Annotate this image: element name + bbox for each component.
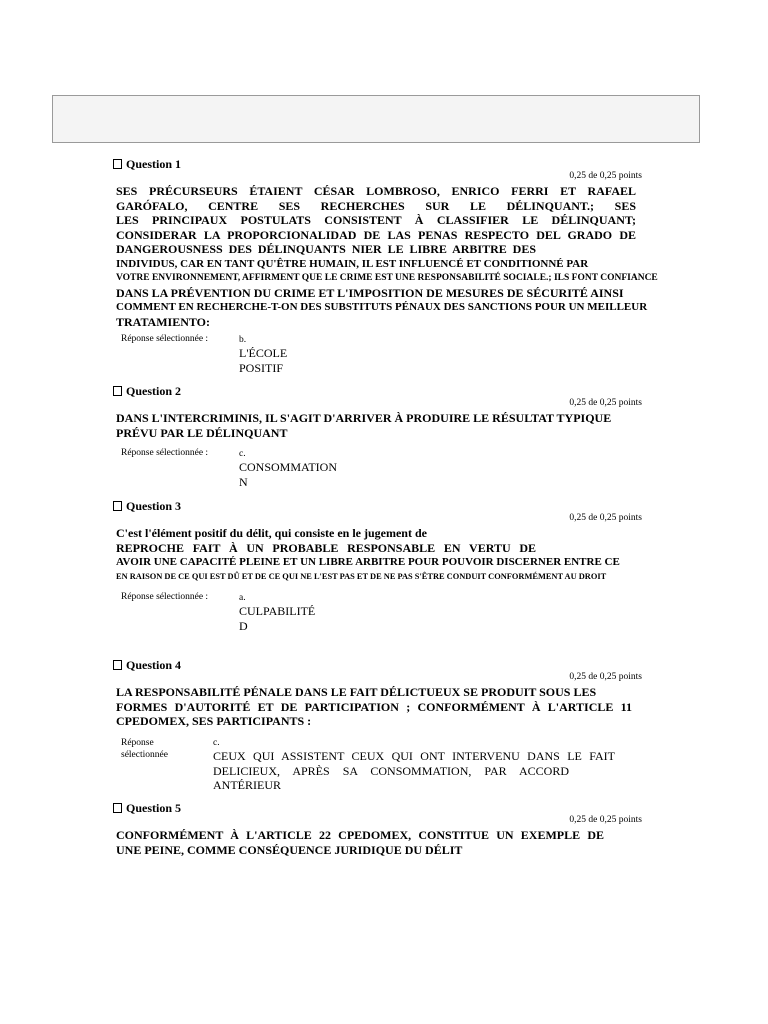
- question-text: [116, 828, 636, 857]
- points: 0,25 de 0,25 points: [569, 815, 642, 825]
- question-text-line: CONFORMÉMENT À L'ARTICLE 22 CPEDOMEX, CONSTITUE UN EXEMPLE DE: [116, 828, 604, 842]
- answer-label: Réponse sélectionnée :: [121, 448, 209, 458]
- question-text-line: C'est l'élément positif du délit, qui consiste en le jugement de: [116, 526, 427, 540]
- question-text: [116, 685, 636, 729]
- question-text: [116, 184, 658, 329]
- selected-answer: [239, 334, 287, 375]
- question-status-icon: [113, 159, 122, 169]
- points: 0,25 de 0,25 points: [569, 398, 642, 408]
- question-title: Question 1: [113, 157, 181, 172]
- answer-letter: c.: [213, 738, 220, 748]
- question-text-line: COMMENT EN RECHERCHE-T-ON DES SUBSTITUTS PÉNAUX DES SANCTIONS POUR UN MEILLEUR: [116, 301, 648, 313]
- answer-letter: c.: [239, 449, 246, 459]
- question-title: Question 3: [113, 499, 181, 514]
- question-text-line: EN RAISON DE CE QUI EST DÛ ET DE CE QUI NE L'EST PAS ET DE NE PAS S'ÊTRE CONDUIT CONFORMÉMENT AU DROIT: [116, 571, 607, 581]
- question-text-line: DANS L'INTERCRIMINIS, IL S'AGIT D'ARRIVER À PRODUIRE LE RÉSULTAT TYPIQUE: [116, 411, 612, 425]
- answer-label-line: sélectionnée: [121, 750, 168, 760]
- question-status-icon: [113, 501, 122, 511]
- question-title: Question 2: [113, 384, 181, 399]
- answer-line: DELICIEUX, APRÈS SA CONSOMMATION, PAR ACCORD: [213, 763, 569, 778]
- answer-line: N: [239, 474, 248, 489]
- points: 0,25 de 0,25 points: [569, 672, 642, 682]
- question-status-icon: [113, 386, 122, 396]
- question-text-line: CONSIDERAR LA PROPORCIONALIDAD DE LAS PENAS RESPECTO DEL GRADO DE: [116, 227, 636, 242]
- question-text: [116, 526, 636, 584]
- question-text-line: LA RESPONSABILITÉ PÉNALE DANS LE FAIT DÉLICTUEUX SE PRODUIT SOUS LES: [116, 685, 597, 699]
- answer-line: D: [239, 618, 248, 633]
- question-text-line: CPEDOMEX, SES PARTICIPANTS :: [116, 714, 312, 728]
- question-status-icon: [113, 803, 122, 813]
- question-text-line: DANGEROUSNESS DES DÉLINQUANTS NIER LE LIBRE ARBITRE DES: [116, 242, 536, 256]
- selected-answer: [213, 737, 615, 793]
- question-text-line: DANS LA PRÉVENTION DU CRIME ET L'IMPOSITION DE MESURES DE SÉCURITÉ AINSI: [116, 285, 624, 300]
- question-text-line: LES PRINCIPAUX POSTULATS CONSISTENT À CLASSIFIER LE DÉLINQUANT;: [116, 213, 636, 227]
- question-text-line: VOTRE ENVIRONNEMENT, AFFIRMENT QUE LE CRIME EST UNE RESPONSABILITÉ SOCIALE.; ILS FONT CONFIANCE: [116, 273, 658, 283]
- answer-label-line: Réponse: [121, 738, 154, 748]
- points: 0,25 de 0,25 points: [569, 513, 642, 523]
- question-text: [116, 411, 636, 440]
- answer-line: CEUX QUI ASSISTENT CEUX QUI ONT INTERVENU DANS LE FAIT: [213, 749, 615, 763]
- selected-answer: [239, 448, 337, 489]
- question-text-line: GARÓFALO, CENTRE SES RECHERCHES SUR LE DÉLINQUANT.; SES: [116, 198, 636, 213]
- answer-line: L'ÉCOLE: [239, 346, 288, 360]
- answer-line: CONSOMMATION: [239, 460, 338, 474]
- answer-letter: b.: [239, 335, 247, 345]
- question-text-line: REPROCHE FAIT À UN PROBABLE RESPONSABLE EN VERTU DE: [116, 540, 536, 555]
- question-text-line: PRÉVU PAR LE DÉLINQUANT: [116, 425, 288, 440]
- question-text-line: UNE PEINE, COMME CONSÉQUENCE JURIDIQUE DU DÉLIT: [116, 842, 463, 857]
- question-text-line: TRATAMIENTO:: [116, 314, 211, 329]
- answer-line: CULPABILITÉ: [239, 604, 316, 618]
- answer-label: [121, 737, 168, 761]
- answer-line: ANTÉRIEUR: [213, 778, 281, 792]
- points: 0,25 de 0,25 points: [569, 171, 642, 181]
- top-banner: [52, 95, 700, 143]
- question-text-line: AVOIR UNE CAPACITÉ PLEINE ET UN LIBRE ARBITRE POUR POUVOIR DISCERNER ENTRE CE: [116, 556, 620, 568]
- question-title: Question 5: [113, 801, 181, 816]
- question-text-line: SES PRÉCURSEURS ÉTAIENT CÉSAR LOMBROSO, ENRICO FERRI ET RAFAEL: [116, 184, 636, 198]
- question-status-icon: [113, 660, 122, 670]
- answer-label: Réponse sélectionnée :: [121, 592, 209, 602]
- question-text-line: FORMES D'AUTORITÉ ET DE PARTICIPATION ; CONFORMÉMENT À L'ARTICLE 11: [116, 699, 632, 714]
- answer-line: POSITIF: [239, 360, 284, 375]
- question-text-line: INDIVIDUS, CAR EN TANT QU'ÊTRE HUMAIN, IL EST INFLUENCÉ ET CONDITIONNÉ PAR: [116, 257, 589, 270]
- answer-letter: a.: [239, 593, 246, 603]
- selected-answer: [239, 592, 315, 633]
- question-title: Question 4: [113, 658, 181, 673]
- answer-label: Réponse sélectionnée :: [121, 334, 209, 344]
